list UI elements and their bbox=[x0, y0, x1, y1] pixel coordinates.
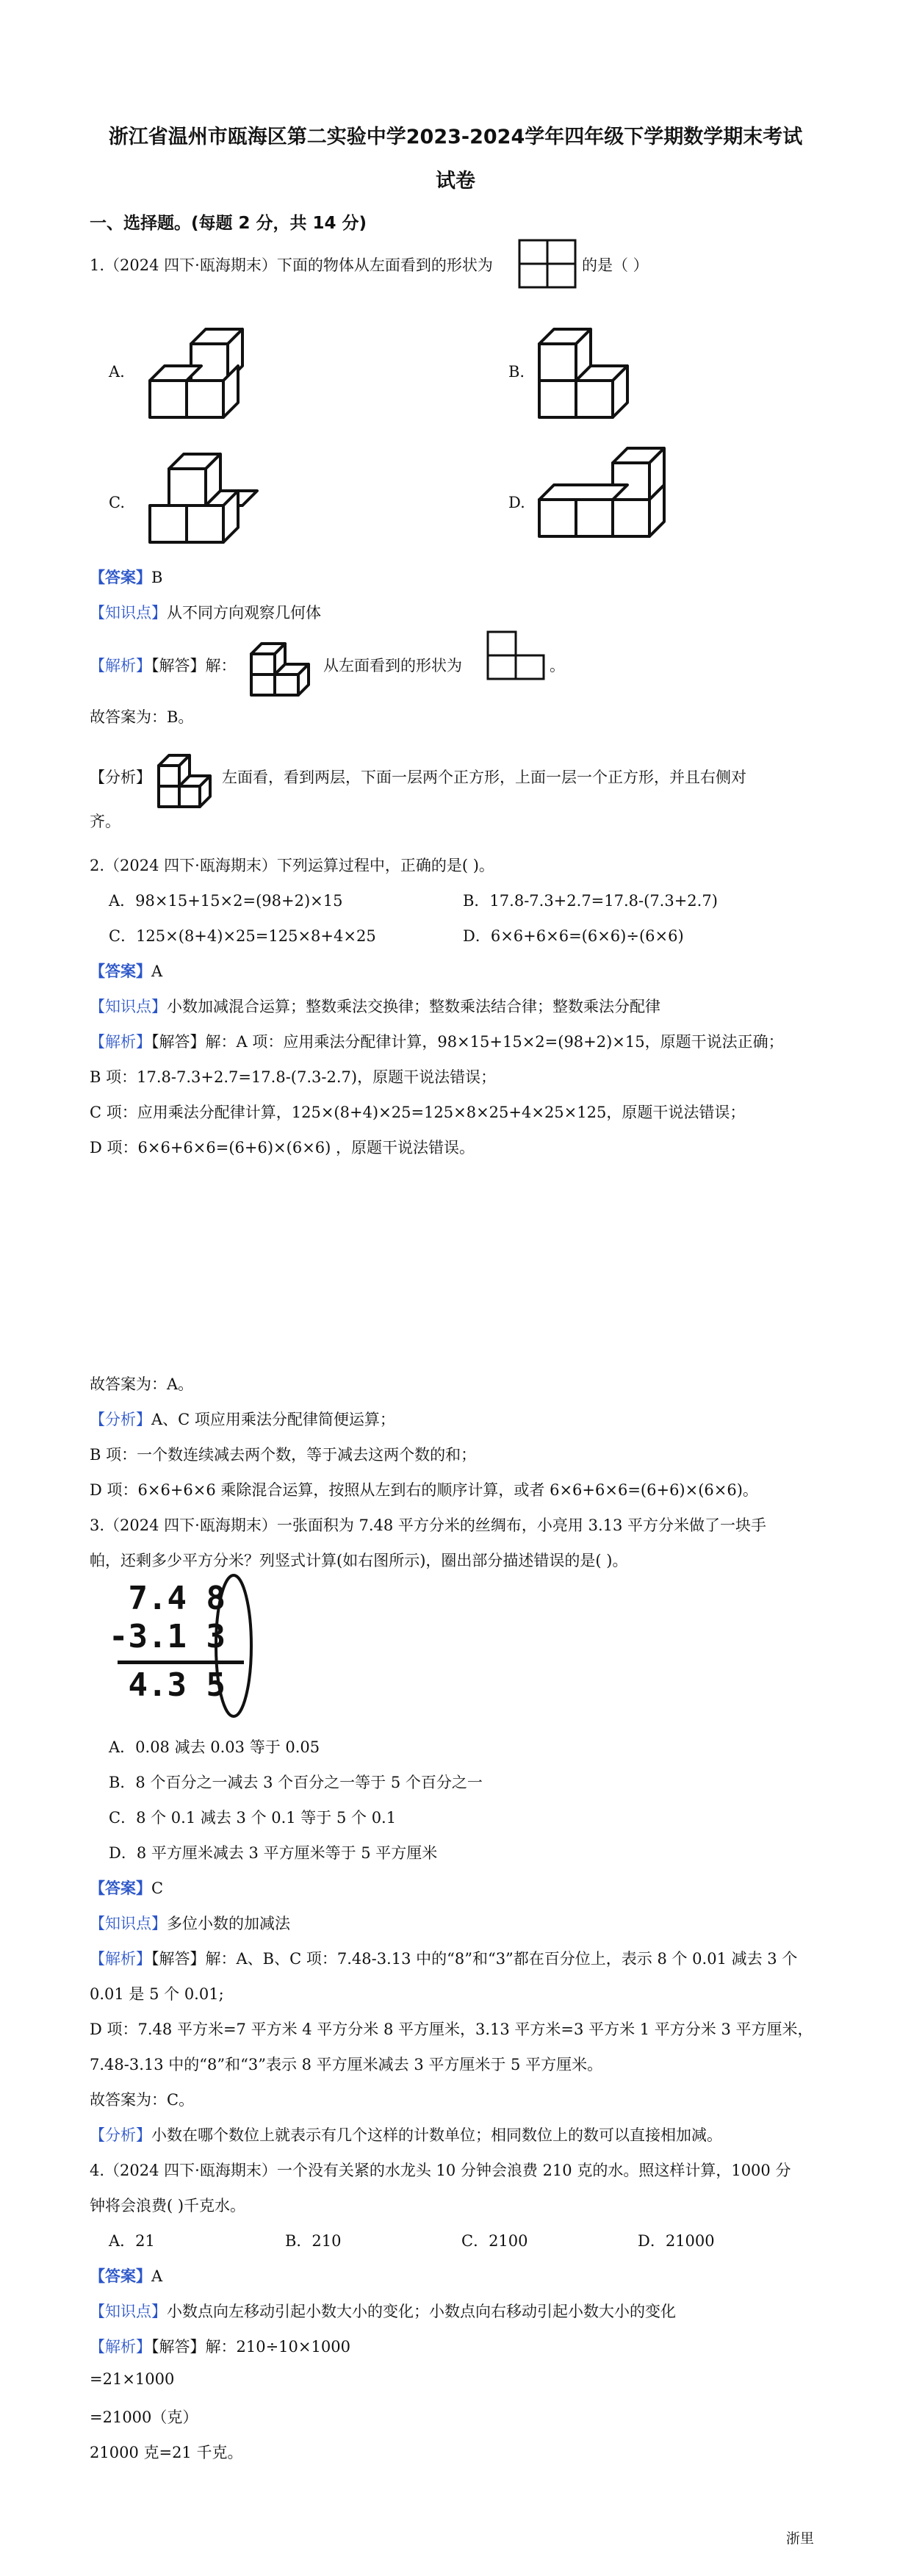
q2-option-d: D．6×6+6×6=(6×6)÷(6×6) bbox=[463, 927, 684, 945]
q4-analysis-3: =21000（克） bbox=[90, 2408, 198, 2426]
left-view-square-top bbox=[519, 240, 547, 264]
q4-option-d: D．21000 bbox=[638, 2232, 715, 2250]
q2-conclusion: 故答案为：A。 bbox=[90, 1375, 194, 1393]
q3-option-d: D．8 平方厘米减去 3 平方厘米等于 5 平方厘米 bbox=[109, 1844, 438, 1862]
q3-answer: 【答案】C bbox=[90, 1879, 164, 1897]
q2-fx-1: 【分析】A、C 项应用乘法分配律简便运算； bbox=[90, 1411, 395, 1428]
q2-option-a: A．98×15+15×2=(98+2)×15 bbox=[109, 892, 343, 910]
q1-option-b-label: B. bbox=[508, 363, 525, 381]
q1-fx-figure bbox=[156, 744, 229, 811]
q1-option-a-label: A. bbox=[109, 363, 125, 381]
q4-stem-2: 钟将会浪费( )千克水。 bbox=[90, 2197, 246, 2215]
q4-option-a: A．21 bbox=[109, 2232, 155, 2250]
q2-stem: 2.（2024 四下·瓯海期末）下列运算过程中，正确的是( )。 bbox=[90, 857, 494, 874]
q2-answer: 【答案】A bbox=[90, 962, 163, 980]
q3-circle-mark bbox=[213, 1572, 257, 1719]
q1-conclusion: 故答案为：B。 bbox=[90, 708, 194, 726]
q2-knowledge-point: 【知识点】小数加减混合运算；整数乘法交换律；整数乘法结合律；整数乘法分配律 bbox=[90, 998, 660, 1015]
q1-option-d-figure bbox=[536, 441, 669, 544]
q2-analysis-2: B 项：17.8-7.3+2.7=17.8-(7.3-2.7)，原题干说法错误； bbox=[90, 1068, 497, 1086]
q3-knowledge-point: 【知识点】多位小数的加减法 bbox=[90, 1915, 290, 1932]
q4-option-c: C．2100 bbox=[461, 2232, 528, 2250]
q1-option-d-label: D. bbox=[508, 494, 525, 511]
q1-knowledge-point: 【知识点】从不同方向观察几何体 bbox=[90, 604, 321, 622]
q3-stem-2: 帕，还剩多少平方分米？列竖式计算(如右图所示)，圈出部分描述错误的是( )。 bbox=[90, 1552, 628, 1569]
q4-option-b: B．210 bbox=[285, 2232, 342, 2250]
q1-stem-b: 的是（ ） bbox=[582, 256, 649, 274]
left-view-icon bbox=[518, 239, 578, 290]
q3-conclusion: 故答案为：C。 bbox=[90, 2091, 195, 2109]
q1-option-c-figure bbox=[147, 447, 279, 550]
q3-analysis-3: D 项：7.48 平方米=7 平方米 4 平方分米 8 平方厘米，3.13 平方米=3 平方米 1 平方分米 3 平方厘米， bbox=[90, 2021, 813, 2038]
q3-analysis-4: 7.48-3.13 中的“8”和“3”表示 8 平方厘米减去 3 平方厘米于 5 平方厘米。 bbox=[90, 2056, 603, 2073]
q4-analysis-2: =21×1000 bbox=[90, 2370, 175, 2388]
q1-option-a-figure bbox=[147, 322, 279, 425]
q3-analysis-2: 0.01 是 5 个 0.01; bbox=[90, 1985, 224, 2003]
q1-fx-text-b: 齐。 bbox=[90, 813, 120, 830]
q1-analysis-end: 。 bbox=[550, 657, 565, 674]
q2-analysis-3: C 项：应用乘法分配律计算，125×(8+4)×25=125×8×25+4×25×125，原题干说法错误； bbox=[90, 1104, 746, 1121]
q3-vertical-row1: 7.4 8 bbox=[109, 1580, 226, 1617]
document-title-line2: 试卷 bbox=[436, 170, 475, 193]
q1-stem-a: 1.（2024 四下·瓯海期末）下面的物体从左面看到的形状为 bbox=[90, 256, 493, 274]
q3-option-c: C．8 个 0.1 减去 3 个 0.1 等于 5 个 0.1 bbox=[109, 1809, 397, 1827]
document-title-line1: 浙江省温州市瓯海区第二实验中学2023-2024学年四年级下学期数学期末考试 bbox=[108, 126, 803, 148]
q4-analysis-1: 【解析】【解答】解：210÷10×1000 bbox=[90, 2338, 350, 2356]
q4-knowledge-point: 【知识点】小数点向左移动引起小数大小的变化；小数点向右移动引起小数大小的变化 bbox=[90, 2303, 676, 2320]
q2-analysis-1: 【解析】【解答】解：A 项：应用乘法分配律计算，98×15+15×2=(98+2)×15，原题干说法正确； bbox=[90, 1033, 784, 1051]
q4-answer: 【答案】A bbox=[90, 2267, 163, 2285]
q3-vertical-row2: -3.1 3 bbox=[109, 1618, 226, 1655]
q2-analysis-4: D 项：6×6+6×6=(6+6)×(6×6) ，原题干说法错误。 bbox=[90, 1139, 475, 1156]
q2-option-c: C．125×(8+4)×25=125×8+4×25 bbox=[109, 927, 376, 945]
footer-watermark: 浙里 bbox=[786, 2530, 815, 2547]
q1-fx-tag: 【分析】 bbox=[90, 769, 151, 786]
q1-analysis-figure bbox=[248, 632, 329, 699]
q2-fx-2: B 项：一个数连续减去两个数，等于减去这两个数的和； bbox=[90, 1446, 477, 1464]
q1-fx-text-a: 左面看，看到两层，下面一层两个正方形，上面一层一个正方形，并且右侧对 bbox=[222, 769, 746, 786]
q2-fx-3: D 项：6×6+6×6 乘除混合运算，按照从左到右的顺序计算，或者 6×6+6×6=(6+6)×(6×6)。 bbox=[90, 1481, 758, 1499]
q1-analysis-left-view-icon bbox=[486, 630, 547, 682]
q3-vertical-row3: 4.3 5 bbox=[109, 1666, 226, 1704]
q4-analysis-4: 21000 克=21 千克。 bbox=[90, 2444, 243, 2461]
q2-option-b: B．17.8-7.3+2.7=17.8-(7.3+2.7) bbox=[463, 892, 718, 910]
q1-option-c-label: C. bbox=[109, 494, 125, 511]
q3-option-b: B．8 个百分之一减去 3 个百分之一等于 5 个百分之一 bbox=[109, 1774, 483, 1791]
q4-stem-1: 4.（2024 四下·瓯海期末）一个没有关紧的水龙头 10 分钟会浪费 210 克的水。照这样计算，1000 分 bbox=[90, 2162, 791, 2179]
section-heading: 一、选择题。(每题 2 分，共 14 分) bbox=[90, 214, 367, 233]
q1-analysis-text: 从左面看到的形状为 bbox=[323, 657, 462, 674]
q1-analysis-tag: 【解析】【解答】解： bbox=[90, 657, 237, 674]
q3-fx: 【分析】小数在哪个数位上就表示有几个这样的计数单位；相同数位上的数可以直接相加减。 bbox=[90, 2126, 722, 2144]
q3-stem-1: 3.（2024 四下·瓯海期末）一张面积为 7.48 平方分米的丝绸布，小亮用 3.13 平方分米做了一块手 bbox=[90, 1517, 767, 1534]
q3-analysis-1: 【解析】【解答】解：A、B、C 项：7.48-3.13 中的“8”和“3”都在百分位上，表示 8 个 0.01 减去 3 个 bbox=[90, 1950, 798, 1968]
q1-option-b-figure bbox=[536, 322, 669, 425]
q3-option-a: A．0.08 减去 0.03 等于 0.05 bbox=[109, 1738, 320, 1756]
q1-answer: 【答案】B bbox=[90, 568, 163, 586]
